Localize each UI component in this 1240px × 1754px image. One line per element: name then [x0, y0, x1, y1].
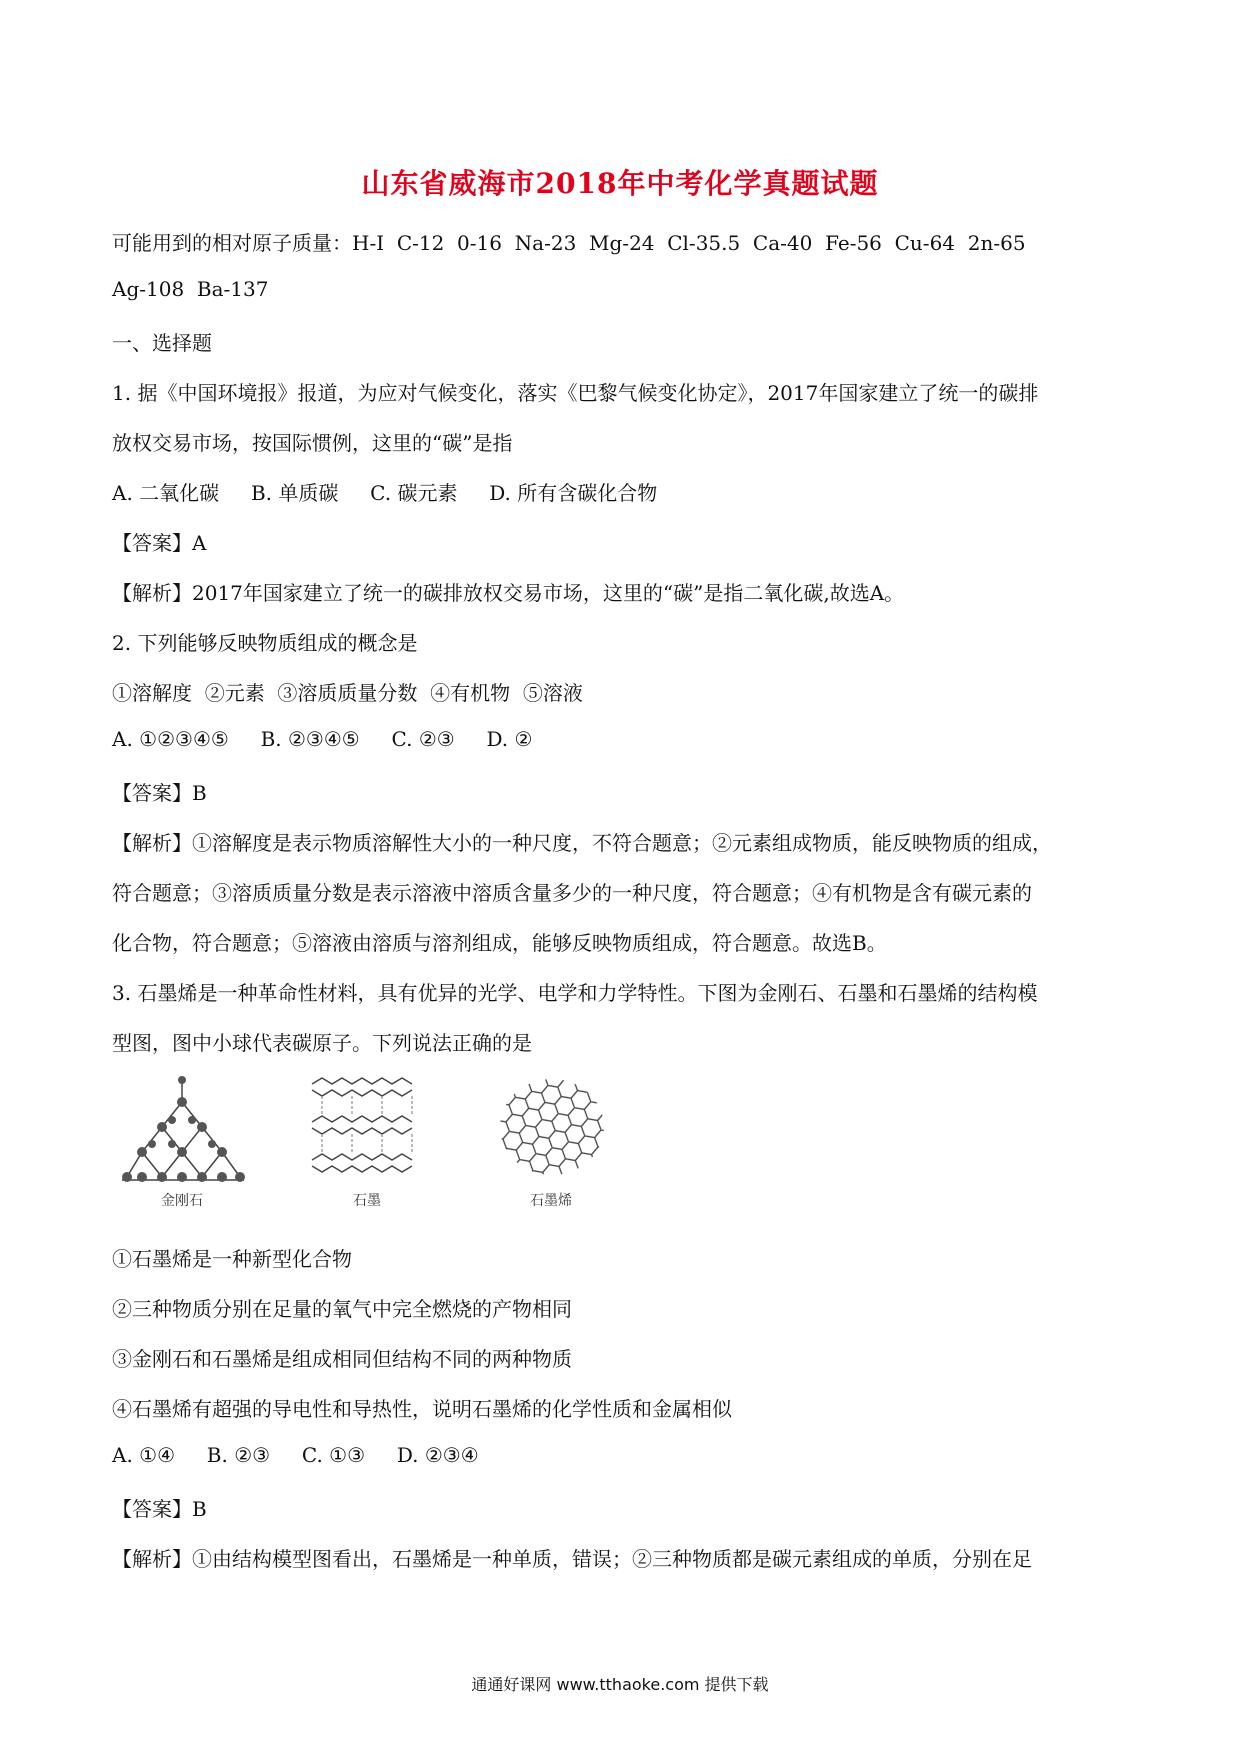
q3-options: A. ①④ B. ②③ C. ①③ D. ②③④ [112, 1443, 479, 1467]
footer-watermark: 通通好课网 www.tthaoke.com 提供下载 [471, 1675, 769, 1694]
q3-statement-2: ②三种物质分别在足量的氧气中完全燃烧的产物相同 [112, 1297, 572, 1321]
page-title: 山东省威海市2018年中考化学真题试题 [361, 167, 879, 200]
q1-stem-1: 1. 据《中国环境报》报道，为应对气候变化，落实《巴黎气候变化协定》，2017年国家建立了统一的碳排 [112, 381, 1039, 405]
q1-analysis: 【解析】2017年国家建立了统一的碳排放权交易市场，这里的“碳”是指二氧化碳,故选A。 [112, 581, 905, 605]
diamond-structure-figure [112, 1072, 252, 1192]
q2-options: A. ①②③④⑤ B. ②③④⑤ C. ②③ D. ② [112, 727, 533, 751]
q3-stem-1: 3. 石墨烯是一种革命性材料，具有优异的光学、电学和力学特性。下图为金刚石、石墨和石墨烯的结构模 [112, 981, 1038, 1005]
graphene-label: 石墨烯 [530, 1193, 572, 1209]
q3-analysis-1: 【解析】①由结构模型图看出，石墨烯是一种单质，错误；②三种物质都是碳元素组成的单质，分别在足 [112, 1547, 1032, 1571]
carbon-structure-figures [112, 1072, 672, 1222]
q3-answer: 【答案】B [112, 1497, 207, 1521]
graphite-structure-figure [307, 1072, 427, 1182]
q2-items: ①溶解度 ②元素 ③溶质质量分数 ④有机物 ⑤溶液 [112, 681, 583, 705]
graphite-label: 石墨 [353, 1193, 381, 1209]
q1-answer: 【答案】A [112, 531, 207, 555]
q2-answer: 【答案】B [112, 781, 207, 805]
q1-stem-2: 放权交易市场，按国际惯例，这里的“碳”是指 [112, 431, 513, 455]
diamond-label: 金刚石 [161, 1193, 203, 1209]
q3-statement-4: ④石墨烯有超强的导电性和导热性，说明石墨烯的化学性质和金属相似 [112, 1397, 732, 1421]
q3-statement-1: ①石墨烯是一种新型化合物 [112, 1247, 352, 1271]
q1-options: A. 二氧化碳 B. 单质碳 C. 碳元素 D. 所有含碳化合物 [112, 481, 658, 505]
graphene-structure-figure [497, 1072, 607, 1182]
q3-stem-2: 型图，图中小球代表碳原子。下列说法正确的是 [112, 1031, 532, 1055]
atomic-masses-line-1: 可能用到的相对原子质量：H-I C-12 0-16 Na-23 Mg-24 Cl-35.5 Ca-40 Fe-56 Cu-64 2n-65 [112, 231, 1026, 255]
q2-analysis-3: 化合物，符合题意；⑤溶液由溶质与溶剂组成，能够反映物质组成，符合题意。故选B。 [112, 931, 887, 955]
q2-stem: 2. 下列能够反映物质组成的概念是 [112, 631, 418, 655]
q2-analysis-2: 符合题意；③溶质质量分数是表示溶液中溶质含量多少的一种尺度，符合题意；④有机物是含有碳元素的 [112, 881, 1032, 905]
q2-analysis-1: 【解析】①溶解度是表示物质溶解性大小的一种尺度，不符合题意；②元素组成物质，能反映物质的组成， [112, 831, 1052, 855]
section-heading: 一、选择题 [112, 331, 212, 355]
atomic-masses-line-2: Ag-108 Ba-137 [112, 277, 269, 301]
q3-statement-3: ③金刚石和石墨烯是组成相同但结构不同的两种物质 [112, 1347, 572, 1371]
